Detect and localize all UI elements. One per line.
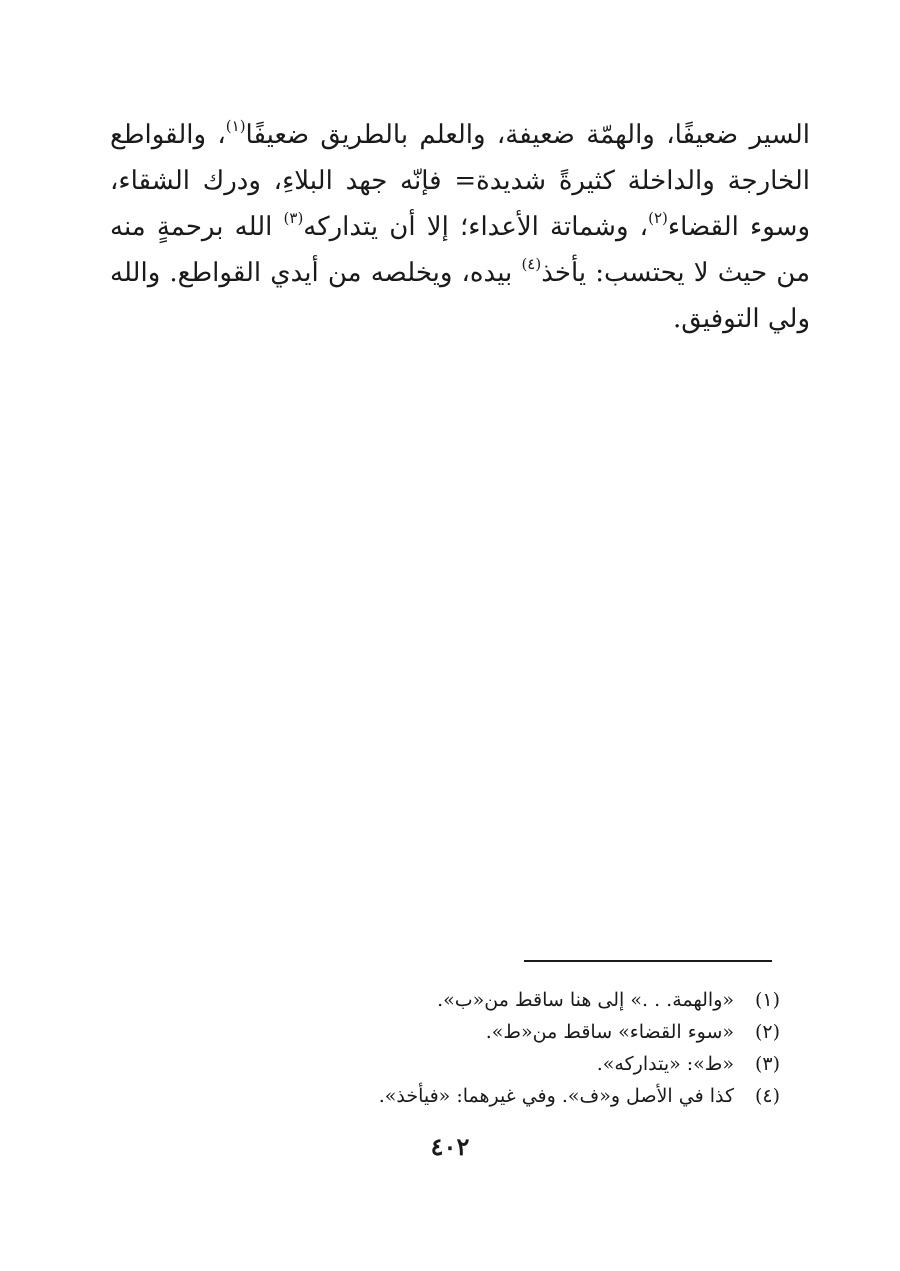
footnote-ref-1[interactable]: (١) xyxy=(225,117,246,135)
text-segment-5: بيده، ويخلصه من أيدي القواطع. والله ولي التوفيق. xyxy=(110,258,810,334)
main-paragraph xyxy=(110,112,810,342)
text-segment-3: ، وشماتة الأعداء؛ إلا أن يتداركه xyxy=(303,212,649,242)
text-segment-1: السير ضعيفًا، والهمّة ضعيفة، والعلم بالطريق ضعيفًا xyxy=(245,120,810,150)
footnote-text: «والهمة. . .» إلى هنا ساقط من«ب». xyxy=(437,989,734,1011)
footnote-item xyxy=(120,1048,780,1080)
footnote-ref-4[interactable]: (٤) xyxy=(521,255,542,273)
footnote-text: «ط»: «يتداركه». xyxy=(596,1053,734,1075)
page-number: ٤٠٢ xyxy=(430,1132,470,1161)
footnote-text: كذا في الأصل و«ف». وفي غيرهما: «فيأخذ». xyxy=(378,1085,734,1107)
footnote-ref-2[interactable]: (٢) xyxy=(648,209,668,227)
footnote-number: (٤) xyxy=(754,1085,780,1107)
footnote-number: (١) xyxy=(754,989,780,1011)
footnote-item xyxy=(120,984,780,1016)
footnote-ref-3[interactable]: (٣) xyxy=(283,209,304,227)
footnote-item xyxy=(120,1080,780,1112)
text-segment-4: الله برحمةٍ منه من حيث لا يحتسب: يأخذ xyxy=(110,212,810,288)
text-segment-2: ، والقواطع الخارجة والداخلة كثيرةً شديدة= فإنّه جهد البلاءِ، ودرك الشقاء، وسوء القضاء xyxy=(110,120,811,242)
footnote-text: «سوء القضاء» ساقط من«ط». xyxy=(485,1021,734,1043)
footnote-number: (٣) xyxy=(754,1053,780,1075)
footnote-divider xyxy=(524,960,772,962)
footnotes-list xyxy=(120,984,780,1112)
footnote-item xyxy=(120,1016,780,1048)
footnote-number: (٢) xyxy=(754,1021,780,1043)
